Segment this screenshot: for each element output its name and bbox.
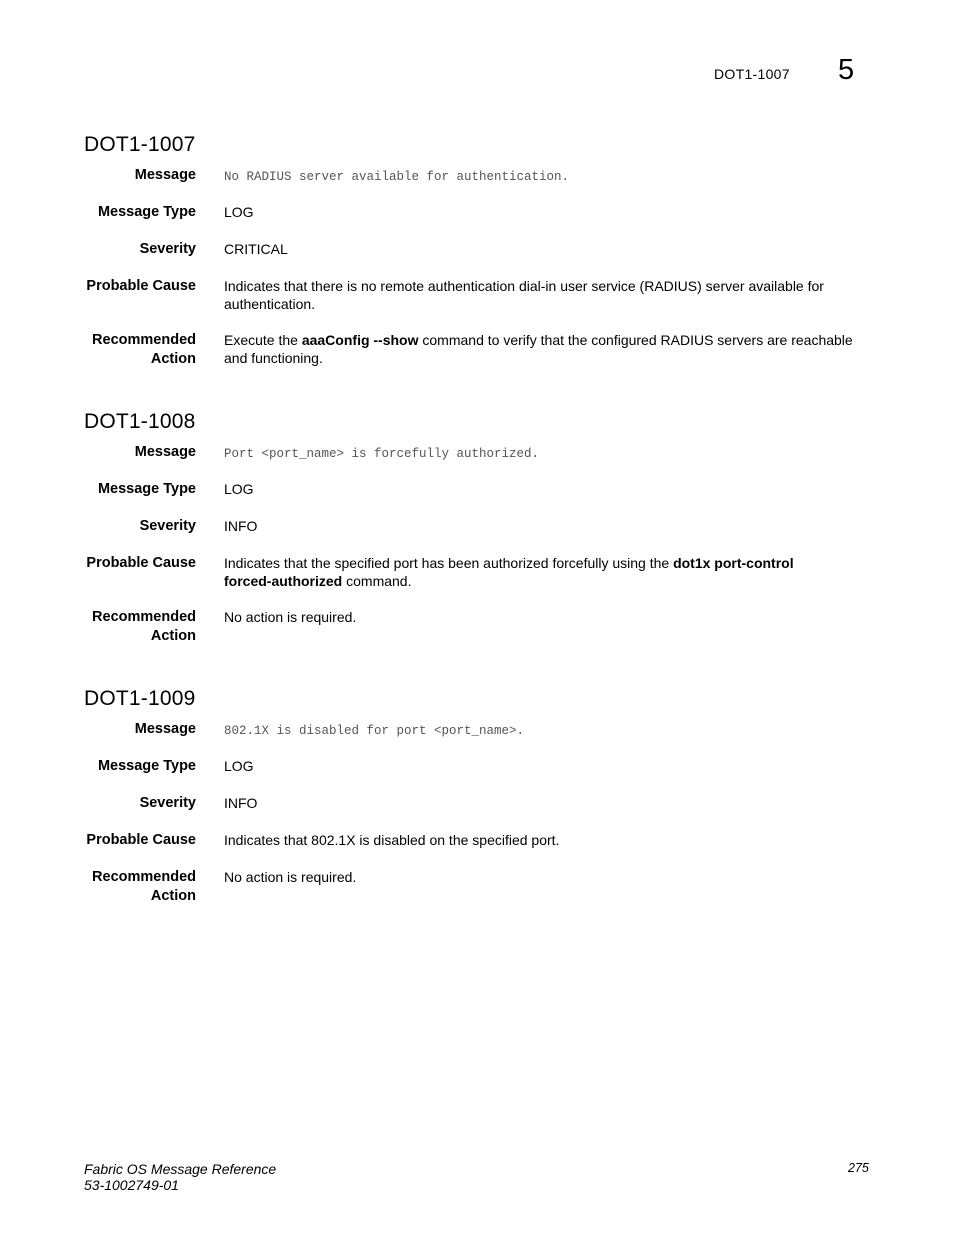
severity-label: Severity bbox=[139, 795, 196, 811]
severity-value: INFO bbox=[224, 518, 258, 534]
recommended-action-text bbox=[224, 331, 864, 367]
message-type-label: Message Type bbox=[97, 481, 196, 497]
message-type-row bbox=[84, 477, 874, 514]
chapter-number: 5 bbox=[838, 54, 855, 86]
message-type-row bbox=[84, 200, 874, 237]
message-type-row bbox=[84, 754, 874, 791]
footer-document-info bbox=[84, 1161, 276, 1193]
message-id-heading: DOT1-1007 bbox=[84, 133, 196, 156]
footer-page-number: 275 bbox=[848, 1161, 869, 1175]
recommended-action-row bbox=[84, 328, 874, 382]
message-type-label: Message Type bbox=[97, 758, 196, 774]
message-row bbox=[84, 440, 874, 477]
message-type-label: Message Type bbox=[97, 204, 196, 220]
message-entry-dot1-1008 bbox=[84, 410, 874, 659]
severity-label: Severity bbox=[139, 241, 196, 257]
message-label: Message bbox=[134, 167, 196, 183]
command-name-part1: dot1x port-control bbox=[673, 555, 794, 571]
severity-value: CRITICAL bbox=[224, 241, 288, 257]
command-name: aaaConfig --show bbox=[301, 332, 419, 348]
recommended-label-line2: Action bbox=[150, 888, 196, 904]
recommended-label-line1: Recommended bbox=[92, 332, 196, 348]
running-header-section: DOT1-1007 bbox=[714, 66, 790, 82]
action-text-pre: Execute the bbox=[224, 332, 302, 348]
message-text: Port <port_name> is forcefully authorized. bbox=[224, 447, 540, 461]
recommended-label-line2: Action bbox=[150, 628, 196, 644]
message-id-heading: DOT1-1008 bbox=[84, 410, 196, 433]
recommended-action-row bbox=[84, 865, 874, 919]
recommended-label-line1: Recommended bbox=[92, 869, 196, 885]
severity-row bbox=[84, 237, 874, 274]
message-row bbox=[84, 163, 874, 200]
message-label: Message bbox=[134, 444, 196, 460]
recommended-action-label bbox=[84, 608, 196, 646]
footer-document-title: Fabric OS Message Reference bbox=[84, 1161, 277, 1177]
probable-cause-text bbox=[224, 554, 864, 590]
recommended-label-line1: Recommended bbox=[92, 609, 196, 625]
message-type-value: LOG bbox=[224, 204, 254, 220]
severity-label: Severity bbox=[139, 518, 196, 534]
message-label: Message bbox=[134, 721, 196, 737]
recommended-label-line2: Action bbox=[150, 351, 196, 367]
action-text-post: command to verify that the configured RADIUS servers are reachable and functioning. bbox=[224, 332, 853, 366]
message-text: 802.1X is disabled for port <port_name>. bbox=[224, 724, 525, 738]
message-type-value: LOG bbox=[224, 758, 254, 774]
probable-cause-text: Indicates that 802.1X is disabled on the specified port. bbox=[224, 832, 560, 848]
probable-cause-label: Probable Cause bbox=[86, 832, 196, 848]
recommended-action-label bbox=[84, 331, 196, 369]
cause-text-pre: Indicates that the specified port has been authorized forcefully using the bbox=[224, 555, 674, 571]
probable-cause-row bbox=[84, 551, 874, 605]
recommended-action-text: No action is required. bbox=[224, 869, 357, 885]
recommended-action-label bbox=[84, 868, 196, 906]
severity-row bbox=[84, 791, 874, 828]
probable-cause-row bbox=[84, 828, 874, 865]
recommended-action-text: No action is required. bbox=[224, 609, 357, 625]
message-row bbox=[84, 717, 874, 754]
severity-value: INFO bbox=[224, 795, 258, 811]
recommended-action-row bbox=[84, 605, 874, 659]
message-type-value: LOG bbox=[224, 481, 254, 497]
command-name-part2: forced-authorized bbox=[224, 573, 343, 589]
probable-cause-text: Indicates that there is no remote authentication dial-in user service (RADIUS) server available for authentication. bbox=[224, 278, 824, 312]
severity-row bbox=[84, 514, 874, 551]
footer-document-number: 53-1002749-01 bbox=[84, 1177, 179, 1193]
message-text: No RADIUS server available for authentication. bbox=[224, 170, 570, 184]
probable-cause-label: Probable Cause bbox=[86, 278, 196, 294]
probable-cause-label: Probable Cause bbox=[86, 555, 196, 571]
probable-cause-row bbox=[84, 274, 874, 328]
message-id-heading: DOT1-1009 bbox=[84, 687, 196, 710]
message-entry-dot1-1007 bbox=[84, 133, 874, 382]
message-entry-dot1-1009 bbox=[84, 687, 874, 919]
cause-text-post: command. bbox=[342, 573, 412, 589]
